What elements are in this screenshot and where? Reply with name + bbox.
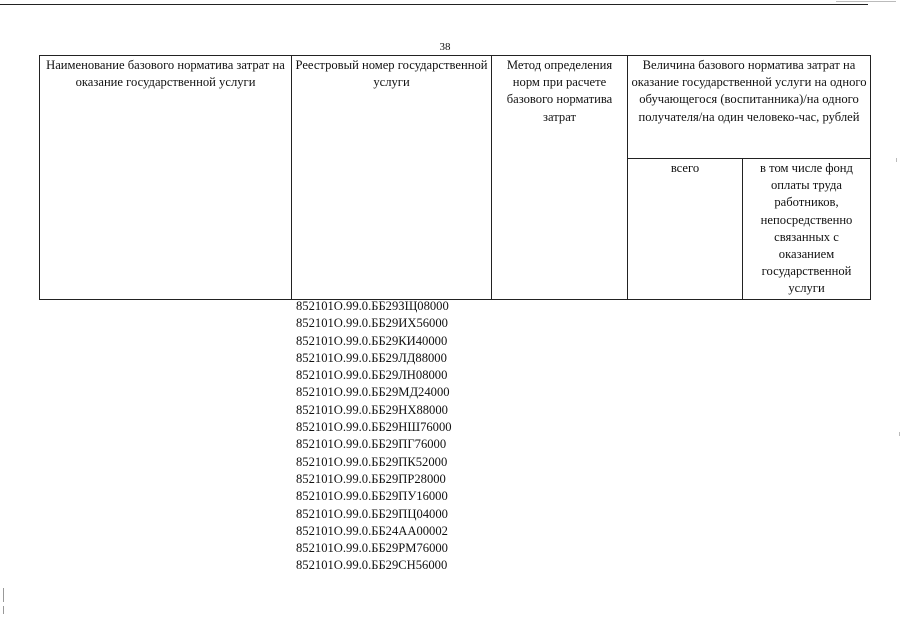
top-rule [0,4,868,5]
registry-code: 852101О.99.0.ББ29ЗЩ08000 [296,299,449,313]
top-rule-faint [836,1,896,2]
registry-code: 852101О.99.0.ББ29ПГ76000 [296,437,447,452]
registry-code: 852101О.99.0.ББ29РМ76000 [296,541,448,556]
registry-code: 852101О.99.0.ББ29НХ88000 [296,402,448,417]
registry-code: 852101О.99.0.ББ29ЛД88000 [296,350,447,365]
registry-code: 852101О.99.0.ББ29ПР28000 [296,471,446,486]
registry-code: 852101О.99.0.ББ29СН56000 [296,558,448,573]
scan-speck [3,588,4,602]
scan-speck [899,432,900,436]
scan-speck [3,606,4,614]
registry-code-list [296,298,452,575]
norm-header-table [39,55,871,300]
registry-code: 852101О.99.0.ББ29МД24000 [296,385,450,400]
header-cell-method: Метод определения норм при расчете базового норматива затрат [492,56,628,300]
header-cell-name: Наименование базового норматива затрат на оказание государственной услуги [40,56,292,300]
registry-code: 852101О.99.0.ББ29ПЦ04000 [296,506,448,521]
header-cell-registry: Реестровый номер государственной услуги [292,56,492,300]
registry-code: 852101О.99.0.ББ29ЛН08000 [296,368,448,383]
subheader-cell-fund: в том числе фонд оплаты труда работников, непосредственно связанных с оказанием государственной услуги [743,159,871,300]
registry-code: 852101О.99.0.ББ29НШ76000 [296,420,452,435]
registry-code: 852101О.99.0.ББ29КИ40000 [296,333,448,348]
registry-code: 852101О.99.0.ББ29ИХ56000 [296,316,448,331]
subheader-cell-total: всего [628,159,743,300]
registry-code: 852101О.99.0.ББ29ПК52000 [296,454,448,469]
page-number: 38 [439,41,451,53]
scan-speck [896,158,897,162]
header-cell-value: Величина базового норматива затрат на оказание государственной услуги на одного обучающегося (воспитанника)/на одного получателя/на один человеко-час, рублей [628,56,871,159]
registry-code: 852101О.99.0.ББ24АА00002 [296,523,448,538]
registry-code: 852101О.99.0.ББ29ПУ16000 [296,489,448,504]
